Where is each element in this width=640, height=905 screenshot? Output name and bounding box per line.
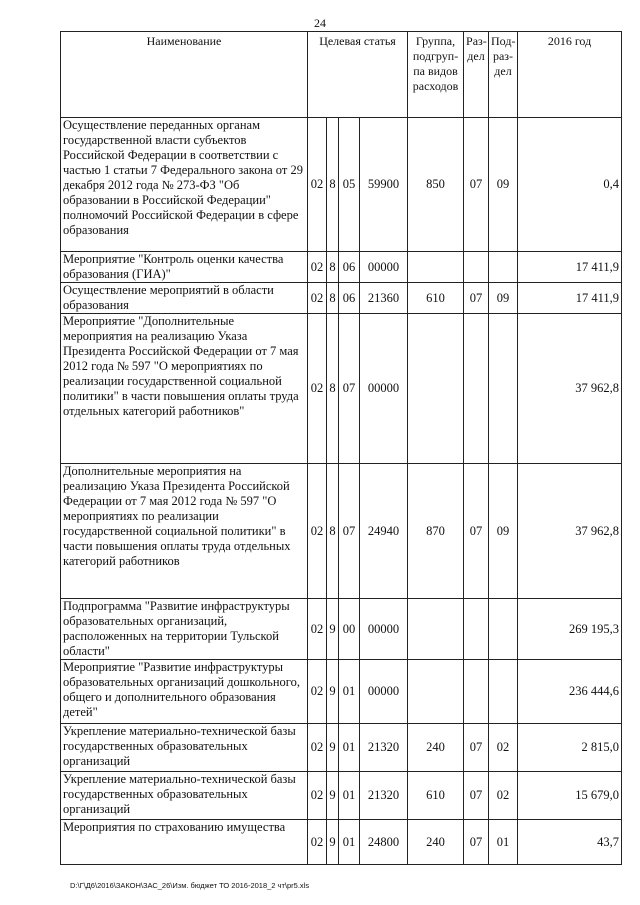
expense-group: 610	[408, 772, 464, 820]
target-code-direction: 00000	[360, 660, 408, 724]
target-code-direction: 00000	[360, 252, 408, 283]
expense-group: 240	[408, 820, 464, 865]
target-code-activity: 05	[339, 118, 360, 252]
amount-2016: 17 411,9	[518, 283, 622, 314]
target-code-activity: 06	[339, 283, 360, 314]
table-row	[61, 118, 622, 252]
subsection-code	[489, 599, 518, 660]
expense-group	[408, 314, 464, 464]
section-code: 07	[464, 283, 489, 314]
target-code-activity: 01	[339, 660, 360, 724]
target-code-subprogram: 9	[327, 660, 339, 724]
subsection-code: 01	[489, 820, 518, 865]
table-row	[61, 820, 622, 865]
target-code-direction: 21320	[360, 724, 408, 772]
target-code-program: 02	[308, 283, 327, 314]
row-name: Мероприятие "Дополнительные мероприятия на реализацию Указа Президента Российской Федерации от 7 мая 2012 года № 597 "О мероприятиях по реализации государственной социальной политики" в части повышения оплаты труда отдельных категорий работников"	[61, 314, 308, 464]
target-code-subprogram: 9	[327, 599, 339, 660]
target-code-direction: 00000	[360, 599, 408, 660]
row-name: Осуществление переданных органам государственной власти субъектов Российской Федерации в соответствии с частью 1 статьи 7 Федерального закона от 29 декабря 2012 года № 273-ФЗ "Об образовании в Российской Федерации" полномочий Российской Федерации в сфере образования	[61, 118, 308, 252]
table-row	[61, 314, 622, 464]
target-code-direction: 21360	[360, 283, 408, 314]
target-code-subprogram: 8	[327, 464, 339, 599]
table-row	[61, 464, 622, 599]
target-code-direction: 24800	[360, 820, 408, 865]
row-name: Укрепление материально-технической базы государственных образовательных организаций	[61, 724, 308, 772]
target-code-program: 02	[308, 820, 327, 865]
header-year: 2016 год	[518, 32, 622, 118]
header-name: Наименование	[61, 32, 308, 118]
target-code-subprogram: 9	[327, 772, 339, 820]
target-code-program: 02	[308, 252, 327, 283]
target-code-direction: 21320	[360, 772, 408, 820]
target-code-program: 02	[308, 660, 327, 724]
target-code-program: 02	[308, 464, 327, 599]
target-code-activity: 01	[339, 820, 360, 865]
target-code-direction: 59900	[360, 118, 408, 252]
target-code-activity: 01	[339, 772, 360, 820]
subsection-code	[489, 314, 518, 464]
header-group: Группа, подгруп-па видов расходов	[408, 32, 464, 118]
page-number: 24	[314, 16, 326, 30]
expense-group	[408, 599, 464, 660]
subsection-code: 09	[489, 118, 518, 252]
target-code-direction: 24940	[360, 464, 408, 599]
table-row	[61, 599, 622, 660]
amount-2016: 0,4	[518, 118, 622, 252]
target-code-subprogram: 8	[327, 252, 339, 283]
target-code-program: 02	[308, 314, 327, 464]
header-row	[61, 32, 622, 118]
section-code: 07	[464, 464, 489, 599]
target-code-program: 02	[308, 724, 327, 772]
target-code-subprogram: 9	[327, 724, 339, 772]
target-code-program: 02	[308, 772, 327, 820]
header-section: Раз-дел	[464, 32, 489, 118]
amount-2016: 17 411,9	[518, 252, 622, 283]
amount-2016: 15 679,0	[518, 772, 622, 820]
expense-group	[408, 252, 464, 283]
table-row	[61, 660, 622, 724]
row-name: Укрепление материально-технической базы государственных образовательных организаций	[61, 772, 308, 820]
amount-2016: 2 815,0	[518, 724, 622, 772]
amount-2016: 269 195,3	[518, 599, 622, 660]
expense-group: 870	[408, 464, 464, 599]
table-row	[61, 724, 622, 772]
expense-group: 850	[408, 118, 464, 252]
target-code-activity: 07	[339, 314, 360, 464]
expense-group: 610	[408, 283, 464, 314]
target-code-subprogram: 8	[327, 118, 339, 252]
section-code: 07	[464, 724, 489, 772]
section-code: 07	[464, 772, 489, 820]
section-code	[464, 660, 489, 724]
amount-2016: 43,7	[518, 820, 622, 865]
table-row	[61, 772, 622, 820]
target-code-subprogram: 8	[327, 283, 339, 314]
amount-2016: 37 962,8	[518, 464, 622, 599]
budget-table	[60, 31, 622, 865]
section-code: 07	[464, 118, 489, 252]
section-code	[464, 599, 489, 660]
header-target-article: Целевая статья	[308, 32, 408, 118]
row-name: Осуществление мероприятий в области образования	[61, 283, 308, 314]
target-code-program: 02	[308, 599, 327, 660]
target-code-activity: 07	[339, 464, 360, 599]
subsection-code: 02	[489, 772, 518, 820]
expense-group	[408, 660, 464, 724]
subsection-code: 09	[489, 464, 518, 599]
expense-group: 240	[408, 724, 464, 772]
row-name: Мероприятие "Развитие инфраструктуры образовательных организаций дошкольного, общего и дополнительного образования детей"	[61, 660, 308, 724]
subsection-code: 09	[489, 283, 518, 314]
row-name: Подпрограмма "Развитие инфраструктуры образовательных организаций, расположенных на территории Тульской области"	[61, 599, 308, 660]
subsection-code	[489, 252, 518, 283]
table-row	[61, 283, 622, 314]
target-code-direction: 00000	[360, 314, 408, 464]
target-code-activity: 01	[339, 724, 360, 772]
amount-2016: 236 444,6	[518, 660, 622, 724]
section-code: 07	[464, 820, 489, 865]
table-row	[61, 252, 622, 283]
subsection-code	[489, 660, 518, 724]
target-code-subprogram: 9	[327, 820, 339, 865]
row-name: Дополнительные мероприятия на реализацию Указа Президента Российской Федерации от 7 мая 2012 года № 597 "О мероприятиях по реализации государственной социальной политики" в части повышения оплаты труда отдельных категорий работников	[61, 464, 308, 599]
target-code-activity: 00	[339, 599, 360, 660]
footer-file-path: D:\Г\Д6\2016\ЗАКОН\ЗАС_26\Изм. бюджет ТО 2016-2018_2 чт\pr5.xls	[70, 881, 310, 890]
amount-2016: 37 962,8	[518, 314, 622, 464]
header-subsection: Под-раз-дел	[489, 32, 518, 118]
target-code-program: 02	[308, 118, 327, 252]
section-code	[464, 252, 489, 283]
target-code-activity: 06	[339, 252, 360, 283]
subsection-code: 02	[489, 724, 518, 772]
row-name: Мероприятия по страхованию имущества	[61, 820, 308, 865]
target-code-subprogram: 8	[327, 314, 339, 464]
row-name: Мероприятие "Контроль оценки качества образования (ГИА)"	[61, 252, 308, 283]
section-code	[464, 314, 489, 464]
